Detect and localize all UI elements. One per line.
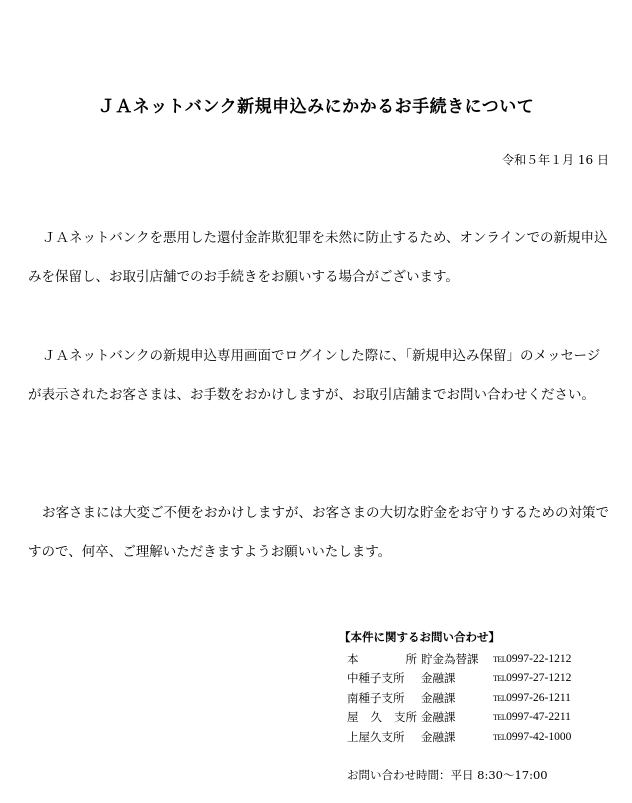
paragraph-3: お客さまには大変ご不便をおかけしますが、お客さまの大切な貯金をお守りするための対策ですので、何卒、ご理解いただきますようお願いいたします。 <box>28 505 609 560</box>
contact-row <box>339 669 571 689</box>
branch-dept: 貯金為替課 <box>421 651 479 666</box>
contact-block <box>339 629 571 747</box>
branch-tel: TEL0997-47-2211 <box>493 711 571 724</box>
contact-hours: お問い合わせ時間：平日 8:30～17:00 <box>347 768 548 782</box>
branch-tel: TEL0997-22-1212 <box>493 652 572 665</box>
notice-date: 令和５年１月 16 日 <box>502 153 609 167</box>
tel-mark: TEL <box>493 713 507 723</box>
contact-row <box>339 708 571 728</box>
tel-mark: TEL <box>493 654 507 664</box>
paragraph-1: ＪＡネットバンクを悪用した還付金詐欺犯罪を未然に防止するため、オンラインでの新規申込みを保留し、お取引店舗でのお手続きをお願いする場合がございます。 <box>28 230 608 285</box>
branch-name: 南種子支所 <box>347 690 405 705</box>
branch-dept: 金融課 <box>421 690 456 705</box>
branch-name: 屋 久 支所 <box>347 710 417 725</box>
branch-dept: 金融課 <box>421 729 456 744</box>
tel-mark: TEL <box>493 732 507 742</box>
branch-tel: TEL0997-42-1000 <box>493 730 572 743</box>
contact-row <box>339 688 571 708</box>
branch-dept: 金融課 <box>421 671 456 686</box>
contact-row <box>339 727 571 747</box>
branch-name: 本 所 <box>347 651 417 666</box>
page-title: ＪＡネットバンク新規申込みにかかるお手続きについて <box>97 97 535 117</box>
branch-tel: TEL0997-26-1211 <box>493 691 571 704</box>
branch-dept: 金融課 <box>421 710 456 725</box>
contact-row <box>339 649 571 669</box>
tel-mark: TEL <box>493 693 507 703</box>
branch-name: 上屋久支所 <box>347 729 405 744</box>
tel-mark: TEL <box>493 674 507 684</box>
branch-name: 中種子支所 <box>347 671 405 686</box>
branch-tel: TEL0997-27-1212 <box>493 672 572 685</box>
paragraph-2: ＪＡネットバンクの新規申込専用画面でログインした際に、「新規申込み保留」のメッセージが表示されたお客さまは、お手数をおかけしますが、お取引店舗までお問い合わせください。 <box>28 348 601 403</box>
contact-heading: 【本件に関するお問い合わせ】 <box>339 630 500 644</box>
